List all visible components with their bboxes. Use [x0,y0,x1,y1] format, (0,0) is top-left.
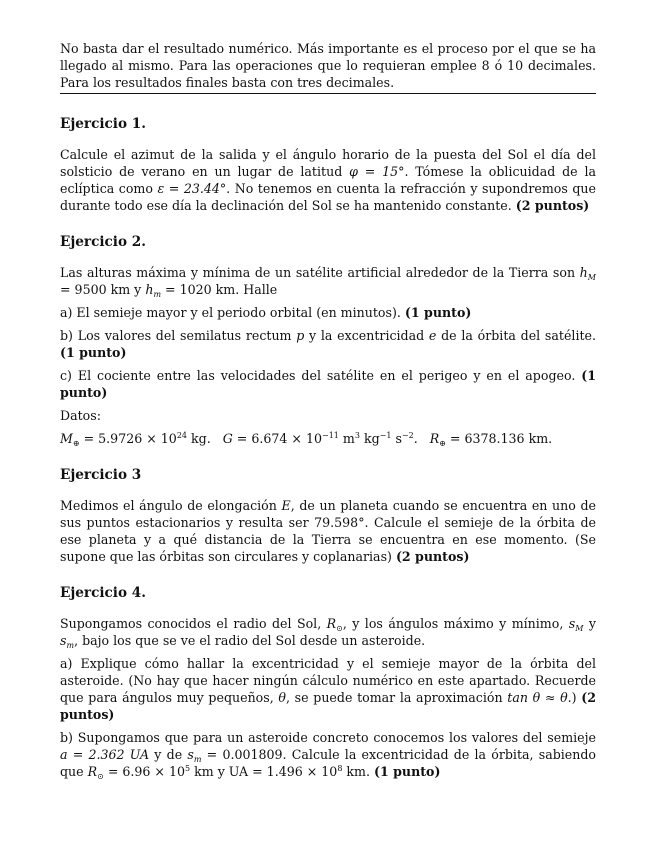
exercise-2-part-c [60,367,596,401]
semimajor-axis-value: a = 2.362 UA [60,747,150,762]
min-height-value: = 1020 km. Halle [161,282,278,297]
gravitational-constant-value: = 6.674 × 10 [232,431,322,446]
unit-end: . [413,431,418,446]
approximation-formula: tan θ ≈ θ [507,690,568,705]
earth-radius-value: = 6378.136 km. [445,431,553,446]
exercise-2-part-a [60,304,596,321]
max-angle-symbol: s [568,616,576,631]
part-b-text: y la excentricidad [304,328,429,343]
unit-s-exp: −2 [401,431,414,440]
min-angle-value: = 0.001809 [201,747,283,762]
part-a-text: a) El semieje mayor y el periodo orbital (en minutos). [60,305,405,320]
earth-radius-symbol: R [429,431,440,446]
elongation-symbol: E [281,498,291,513]
exercise-1-points: (2 puntos) [515,198,590,213]
part-c-points: (1 punto) [60,368,596,400]
part-a-text: .) [567,690,582,705]
sun-radius-symbol: R [326,616,337,631]
eccentricity-symbol: e [428,328,437,343]
exercise-4-text: , bajo los que se ve el radio del Sol desde un asteroide. [74,633,426,648]
ua-exponent: 8 [337,764,343,773]
sun-radius-unit: km y UA = 1.496 × 10 [190,764,338,779]
part-b-text: de la órbita del satélite. [436,328,596,343]
exercise-1-title: Ejercicio 1. [60,116,146,132]
ua-unit: km. [342,764,375,779]
sun-symbol: ⊙ [336,624,343,633]
earth-symbol: ⊕ [439,439,446,448]
gravitational-constant-exponent: −11 [322,431,339,440]
min-height-symbol: h [145,282,154,297]
exercise-1-text: . Tómese la oblicuidad de la eclíptica como [60,164,596,196]
theta-symbol: θ [278,690,286,705]
exercise-4-text: Supongamos conocidos el radio del Sol, [60,616,327,631]
min-angle-symbol: s [60,633,67,648]
exercise-3-text: Medimos el ángulo de elongación [60,498,282,513]
exercise-4-intro [60,615,596,649]
exercise-2-part-b [60,327,596,361]
sun-symbol: ⊙ [97,772,104,781]
part-a-points: (1 punto) [404,305,472,320]
obliquity-formula: ε = 23.44° [157,181,227,196]
exercise-4-title: Ejercicio 4. [60,585,146,601]
part-b-points: (1 punto) [374,764,441,779]
sun-radius-value: = 6.96 × 10 [103,764,186,779]
earth-mass-exponent: 24 [176,431,188,440]
part-b-text: b) Supongamos que para un asteroide concreto conocemos los valores del semieje [60,730,596,745]
latitude-formula: φ = 15° [349,164,405,179]
sun-radius-exponent: 5 [185,764,191,773]
exercise-1-statement [60,146,596,214]
exercise-4-text: y [583,616,597,631]
earth-symbol: ⊕ [72,439,80,448]
unit-m-exp: 3 [354,431,360,440]
part-a-text: , se puede tomar la aproximación [286,690,508,705]
part-b-text: b) Los valores del semilatus rectum [60,328,297,343]
instructions-paragraph: No basta dar el resultado numérico. Más importante es el proceso por el que se ha llegado al mismo. Para las operaciones que lo requieran emplee 8 ó 10 decimales. Para los resultados finales basta con tres decimales. [60,40,596,94]
earth-mass-unit: kg. [187,431,211,446]
exercise-3-statement [60,497,596,565]
exam-page [60,40,596,780]
exercise-2-intro [60,264,596,298]
max-height-symbol: h [579,265,588,280]
max-height-value: = 9500 km y [60,282,146,297]
part-b-points: (1 punto) [60,345,127,360]
datos-values [60,430,596,447]
min-angle-subscript: m [193,755,202,764]
exercise-3-title: Ejercicio 3 [60,467,142,483]
unit-m: m [338,431,355,446]
exercise-2-text: Las alturas máxima y mínima de un satélite artificial alrededor de la Tierra son [60,265,580,280]
exercise-4-part-b [60,729,596,780]
semilatus-symbol: p [296,328,305,343]
part-b-text: . Calcule la excentricidad de la órbita, sabiendo que [60,747,597,779]
min-angle-subscript: m [66,641,75,650]
gravitational-constant-symbol: G [222,431,233,446]
part-a-text: a) Explique cómo hallar la excentricidad y el semieje mayor de la órbita del asteroide. (No hay que hacer ningún cálculo numérico en este apartado. Recuerde que para ángulos muy pequeños, [60,656,596,705]
unit-s: s [391,431,402,446]
unit-kg-exp: −1 [379,431,392,440]
max-height-subscript: M [587,273,596,282]
exercise-4-text: , y los ángulos máximo y mínimo, [342,616,569,631]
datos-label: Datos: [60,408,101,423]
sun-radius-symbol: R [87,764,98,779]
part-c-text: c) El cociente entre las velocidades del satélite en el perigeo y en el apogeo. [60,368,582,383]
exercise-1-text: Calcule el azimut de la salida y el ángulo horario de la puesta del Sol el día del solsticio de verano en un lugar de latitud [60,147,596,179]
unit-kg: kg [359,431,380,446]
part-a-points: (2 puntos) [60,690,596,722]
earth-mass-value: = 5.9726 × 10 [79,431,177,446]
exercise-3-points: (2 puntos) [395,549,470,564]
min-height-subscript: m [153,290,162,299]
part-b-text: y de [149,747,188,762]
exercise-2-title: Ejercicio 2. [60,234,146,250]
min-angle-symbol: s [187,747,194,762]
earth-mass-symbol: M [60,431,73,446]
exercise-1-text: . No tenemos en cuenta la refracción y supondremos que durante todo ese día la declinación del Sol se ha mantenido constante. [60,181,596,213]
exercise-4-part-a [60,655,596,723]
max-angle-subscript: M [575,624,584,633]
exercise-3-text: , de un planeta cuando se encuentra en uno de sus puntos estacionarios y resulta ser 79.598°. Calcule el semieje de la órbita de ese planeta y a qué distancia de la Tierra se encuentra en ese momento. (Se supone que las órbitas son circulares y coplanarias) [60,498,596,564]
